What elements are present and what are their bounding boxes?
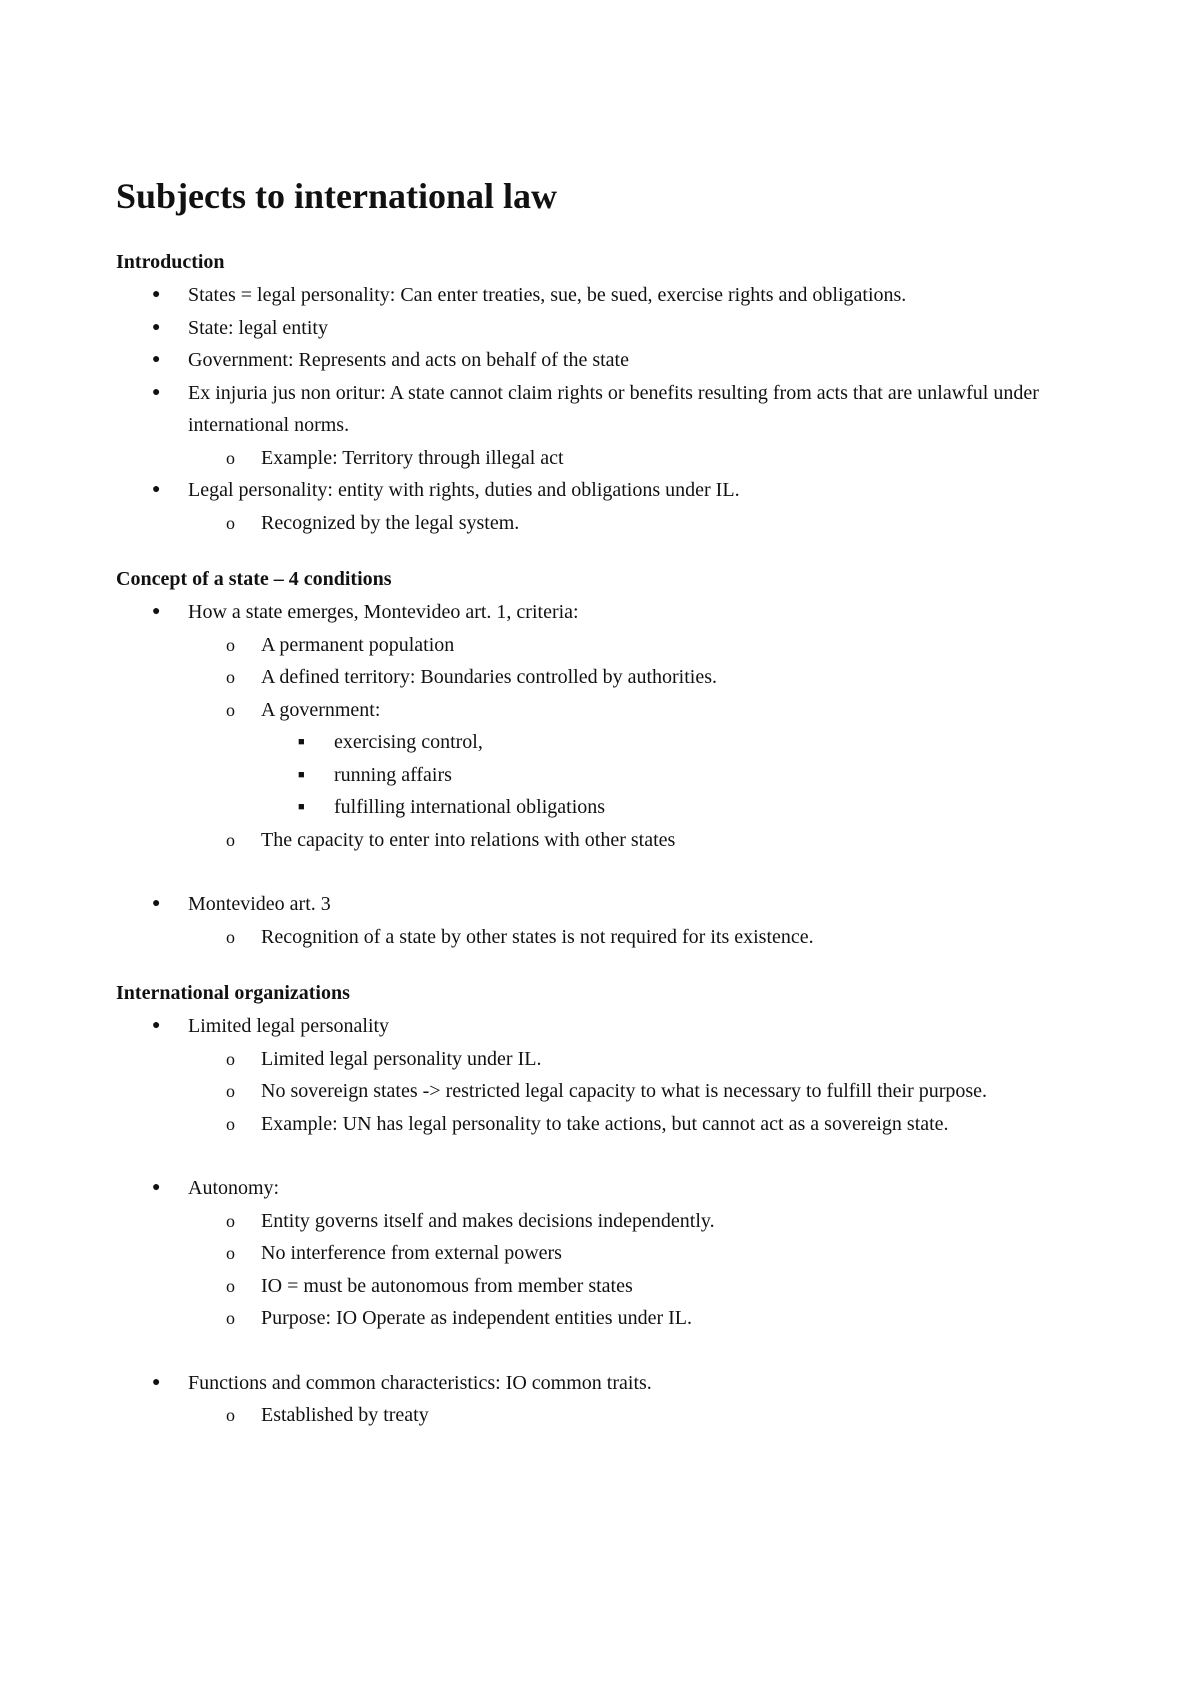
sub-bullet-marker: o: [226, 926, 235, 947]
list-item: o Example: Territory through illegal act: [116, 442, 1090, 475]
sub-bullet-marker: o: [226, 1048, 235, 1069]
bullet-marker: ●: [152, 384, 161, 400]
list-item: ● Limited legal personality: [116, 1010, 1090, 1043]
bullet-list: [116, 1010, 1090, 1140]
spacer: [116, 1140, 1090, 1172]
list-item: o Limited legal personality under IL.: [116, 1043, 1090, 1076]
list-item: o Entity governs itself and makes decisions independently.: [116, 1205, 1090, 1238]
sub-bullet-marker: o: [226, 1308, 235, 1328]
list-item: o Purpose: IO Operate as independent entities under IL.: [116, 1302, 1090, 1335]
list-item: ● States = legal personality: Can enter treaties, sue, be sued, exercise rights and obligations.: [116, 279, 1090, 312]
list-item: ■ running affairs: [116, 759, 1090, 792]
sub-bullet-marker: o: [226, 1405, 235, 1425]
list-item: o The capacity to enter into relations with other states: [116, 824, 1090, 857]
list-item: o A permanent population: [116, 629, 1090, 662]
square-bullet-marker: ■: [298, 768, 305, 781]
list-item: o No sovereign states -> restricted legal capacity to what is necessary to fulfill their purpose.: [116, 1075, 1090, 1108]
bullet-marker: ●: [152, 287, 161, 302]
list-item: o Recognition of a state by other states is not required for its existence.: [116, 921, 1090, 954]
bullet-marker: ●: [152, 1180, 161, 1195]
sub-bullet-marker: o: [226, 634, 235, 655]
sub-bullet-marker: o: [226, 1243, 235, 1263]
list-item: ● Government: Represents and acts on behalf of the state: [116, 344, 1090, 377]
bullet-list: [116, 888, 1090, 953]
list-item: ● Montevideo art. 3: [116, 888, 1090, 921]
list-item: o A defined territory: Boundaries controlled by authorities.: [116, 661, 1090, 694]
sub-bullet-marker: o: [226, 1275, 235, 1296]
list-item: o IO = must be autonomous from member states: [116, 1270, 1090, 1303]
list-item: ● How a state emerges, Montevideo art. 1, criteria:: [116, 596, 1090, 629]
section-heading: Introduction: [116, 251, 225, 273]
square-bullet-marker: ■: [298, 736, 305, 748]
list-item: o No interference from external powers: [116, 1237, 1090, 1270]
bullet-marker: ●: [152, 1374, 161, 1390]
bullet-list: [116, 596, 1090, 856]
section-heading: International organizations: [116, 982, 350, 1004]
section-international-organizations: [116, 977, 1090, 1432]
section-concept-of-state: [116, 563, 1090, 953]
sub-bullet-marker: o: [226, 1210, 235, 1231]
list-item: o Established by treaty: [116, 1399, 1090, 1432]
list-item: ■ fulfilling international obligations: [116, 791, 1090, 824]
section-heading: Concept of a state – 4 conditions: [116, 568, 392, 590]
spacer: [116, 856, 1090, 888]
section-introduction: [116, 246, 1090, 539]
list-item: o A government:: [116, 694, 1090, 727]
sub-bullet-marker: o: [226, 512, 235, 533]
list-item: ■ exercising control,: [116, 726, 1090, 759]
list-item: o Example: UN has legal personality to take actions, but cannot act as a sovereign state.: [116, 1108, 1090, 1141]
sub-bullet-marker: o: [226, 1113, 235, 1134]
list-item: ● Legal personality: entity with rights, duties and obligations under IL.: [116, 474, 1090, 507]
bullet-marker: ●: [152, 1018, 161, 1033]
bullet-marker: ●: [152, 352, 161, 367]
sub-bullet-marker: o: [226, 699, 235, 720]
bullet-marker: ●: [152, 482, 161, 497]
list-item: ● Functions and common characteristics: IO common traits.: [116, 1367, 1090, 1400]
bullet-list: [116, 1367, 1090, 1432]
sub-bullet-marker: o: [226, 1081, 235, 1101]
sub-bullet-marker: o: [226, 667, 235, 687]
list-item: ● State: legal entity: [116, 312, 1090, 345]
list-item: o Recognized by the legal system.: [116, 507, 1090, 540]
page-title: Subjects to international law: [116, 176, 557, 216]
square-bullet-marker: ■: [298, 801, 305, 813]
bullet-marker: ●: [152, 604, 161, 619]
spacer: [116, 1335, 1090, 1367]
list-item: ● Ex injuria jus non oritur: A state cannot claim rights or benefits resulting from acts that are unlawful under international norms.: [116, 377, 1090, 442]
sub-bullet-marker: o: [226, 829, 235, 850]
bullet-marker: ●: [152, 319, 161, 335]
bullet-list: [116, 279, 1090, 539]
bullet-list: [116, 1172, 1090, 1335]
list-item: ● Autonomy:: [116, 1172, 1090, 1205]
bullet-marker: ●: [152, 896, 161, 911]
sub-bullet-marker: o: [226, 447, 235, 468]
